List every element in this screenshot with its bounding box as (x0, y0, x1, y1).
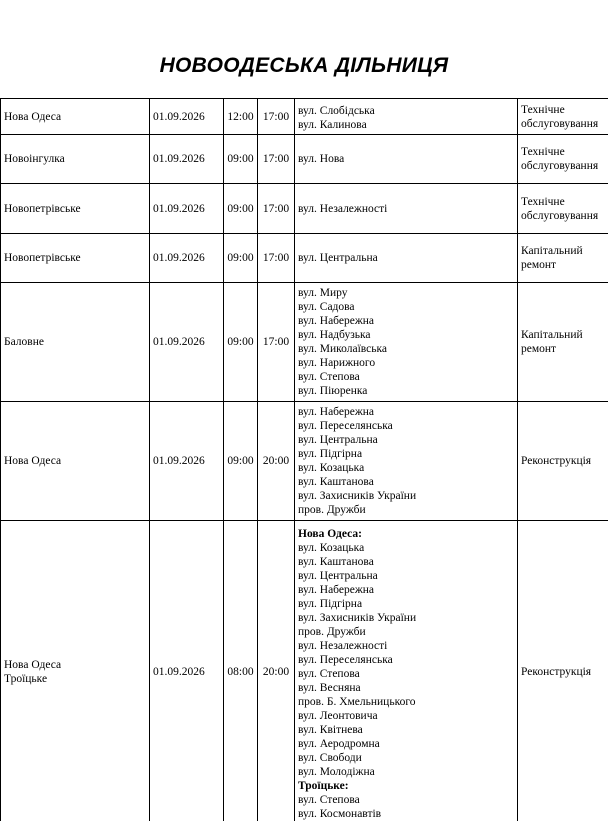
street-item: вул. Степова (298, 667, 360, 680)
outage-schedule-table (0, 98, 608, 821)
work-type-line: ремонт (521, 343, 557, 355)
street-item: пров. Дружби (298, 504, 366, 516)
street-item: вул. Незалежності (298, 639, 388, 652)
street-item: вул. Миколаївська (298, 343, 388, 355)
date-cell: 01.09.2026 (150, 283, 224, 402)
end-time-cell: 17:00 (258, 184, 295, 234)
street-item: вул. Калинова (298, 119, 367, 131)
date-cell: 01.09.2026 (150, 521, 224, 821)
end-time-cell: 20:00 (258, 521, 295, 821)
settlement-cell: Баловне (1, 283, 150, 402)
work-type-line: Капітальний (521, 329, 583, 341)
work-type-line: обслуговування (521, 117, 599, 130)
street-item: вул. Набережна (298, 406, 375, 418)
end-time-cell: 17:00 (258, 99, 295, 135)
table-row (1, 402, 608, 521)
page-title: НОВООДЕСЬКА ДІЛЬНИЦЯ (159, 54, 449, 77)
work-type-line: Реконструкція (521, 665, 592, 678)
settlement-cell: Новоінгулка (1, 135, 150, 184)
street-item: вул. Захисників України (298, 611, 417, 624)
work-type-line: обслуговування (521, 160, 599, 172)
start-time-cell: 09:00 (224, 135, 258, 184)
work-type-cell (518, 234, 608, 283)
streets-cell (295, 402, 518, 521)
street-item: вул. Свободи (298, 751, 362, 764)
settlement-cell: Нова Одеса (1, 402, 150, 521)
street-group-heading: Троїцьке: (298, 779, 349, 792)
work-type-cell (518, 283, 608, 402)
street-item: вул. Піюренка (298, 385, 368, 397)
street-item: вул. Незалежності (298, 202, 388, 215)
date-cell: 01.09.2026 (150, 99, 224, 135)
street-item: вул. Слобідська (298, 105, 375, 117)
date-cell: 01.09.2026 (150, 402, 224, 521)
work-type-cell (518, 402, 608, 521)
street-item: вул. Переселянська (298, 653, 393, 666)
street-item: вул. Переселянська (298, 420, 393, 432)
street-item: пров. Б. Хмельницького (298, 695, 416, 708)
street-item: вул. Миру (298, 287, 348, 299)
street-item: вул. Степова (298, 371, 360, 383)
table-row (1, 521, 608, 821)
work-type-cell (518, 135, 608, 184)
start-time-cell: 09:00 (224, 234, 258, 283)
settlement-cell: Новопетрівське (1, 234, 150, 283)
work-type-line: обслуговування (521, 209, 599, 222)
street-item: вул. Квітнева (298, 723, 363, 736)
table-row (1, 184, 608, 234)
street-item: вул. Козацька (298, 462, 365, 474)
start-time-cell: 12:00 (224, 99, 258, 135)
end-time-cell: 17:00 (258, 283, 295, 402)
street-item: вул. Центральна (298, 252, 378, 264)
street-item: вул. Набережна (298, 583, 375, 596)
street-item: вул. Нарижного (298, 357, 376, 369)
street-item: вул. Надбузька (298, 329, 371, 341)
work-type-line: ремонт (521, 259, 557, 271)
street-item: вул. Каштанова (298, 476, 374, 488)
work-type-cell (518, 184, 608, 234)
work-type-cell (518, 99, 608, 135)
work-type-cell (518, 521, 608, 821)
street-item: вул. Каштанова (298, 555, 374, 568)
start-time-cell: 09:00 (224, 184, 258, 234)
settlement-cell: Нова Одеса (1, 99, 150, 135)
streets-cell (295, 99, 518, 135)
settlement-line: Нова Одеса (4, 658, 62, 671)
streets-cell (295, 234, 518, 283)
street-item: вул. Молодіжна (298, 765, 375, 778)
work-type-line: Технічне (521, 146, 565, 158)
street-item: вул. Леонтовича (298, 709, 378, 722)
date-cell: 01.09.2026 (150, 184, 224, 234)
work-type-line: Реконструкція (521, 455, 592, 467)
street-item: вул. Космонавтів (298, 807, 382, 820)
work-type-line: Технічне (521, 103, 565, 116)
streets-cell (295, 184, 518, 234)
street-item: вул. Захисників України (298, 490, 417, 502)
work-type-line: Капітальний (521, 245, 583, 257)
end-time-cell: 20:00 (258, 402, 295, 521)
street-item: вул. Козацька (298, 541, 365, 554)
date-cell: 01.09.2026 (150, 234, 224, 283)
end-time-cell: 17:00 (258, 234, 295, 283)
end-time-cell: 17:00 (258, 135, 295, 184)
start-time-cell: 09:00 (224, 283, 258, 402)
table-row (1, 234, 608, 283)
street-item: вул. Набережна (298, 315, 375, 327)
date-cell: 01.09.2026 (150, 135, 224, 184)
street-item: вул. Центральна (298, 434, 378, 446)
streets-cell (295, 283, 518, 402)
streets-cell (295, 521, 518, 821)
table-row (1, 283, 608, 402)
street-item: вул. Садова (298, 301, 355, 313)
work-type-line: Технічне (521, 195, 565, 208)
start-time-cell: 09:00 (224, 402, 258, 521)
street-item: вул. Підгірна (298, 448, 363, 460)
street-item: пров. Дружби (298, 625, 366, 638)
street-item: вул. Центральна (298, 569, 378, 582)
street-item: вул. Підгірна (298, 597, 363, 610)
start-time-cell: 08:00 (224, 521, 258, 821)
settlement-cell (1, 521, 150, 821)
street-item: вул. Весняна (298, 681, 361, 694)
settlement-line: Троїцьке (4, 672, 48, 685)
street-item: вул. Нова (298, 153, 345, 165)
streets-cell (295, 135, 518, 184)
settlement-cell: Новопетрівське (1, 184, 150, 234)
table-row (1, 99, 608, 135)
street-group-heading: Нова Одеса: (298, 527, 362, 540)
street-item: вул. Степова (298, 793, 360, 806)
table-row (1, 135, 608, 184)
street-item: вул. Аеродромна (298, 737, 380, 750)
